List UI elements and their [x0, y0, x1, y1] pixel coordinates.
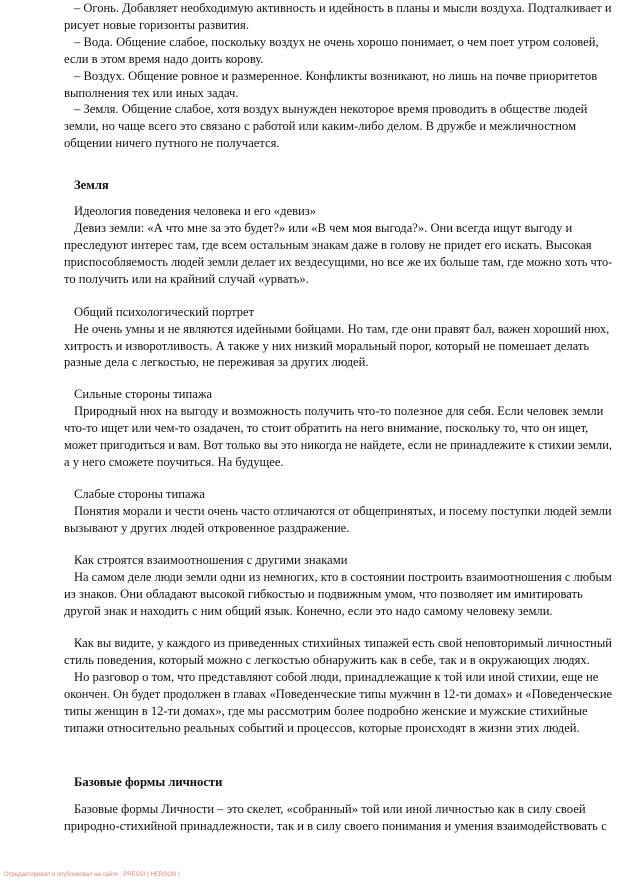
section-heading-base-forms: Базовые формы личности	[74, 775, 223, 789]
air-line-2: выполнения тех или иных задач.	[64, 86, 239, 100]
portrait-line-2: хитрость и изворотливость. А также у них низкий моральный порог, который не помешает делать	[64, 339, 590, 353]
base-forms-line-1: Базовые формы Личности – это скелет, «собранный» той или иной личностью как в силу своей	[74, 802, 586, 816]
strong-title: Сильные стороны типажа	[74, 387, 213, 401]
conclusion-p1-line-2: стиль поведения, который можно с легкостью обнаружить как в себе, так и в окружающих людях.	[64, 653, 590, 667]
portrait-line-1: Не очень умны и не являются идейными бойцами. Но там, где они правят бал, важен хороший нюх,	[74, 322, 610, 336]
fire-line-2: рисует новые горизонты развития.	[64, 18, 249, 32]
weak-title: Слабые стороны типажа	[74, 487, 205, 501]
water-line-2: если в этом время надо доить корову.	[64, 52, 264, 66]
portrait-line-3: разные дела с легкостью, не переживая за других людей.	[64, 355, 369, 369]
conclusion-p2-line-3: типы женщин в 12-ти домах», где мы рассмотрим более подробно женские и мужские стихийные	[64, 704, 588, 718]
base-forms-line-2: природно-стихийной принадлежности, так и в силу своего понимания и умения взаимодействовать с	[64, 819, 607, 833]
relations-line-2: из знаков. Они обладают высокой гибкостью и подвижным умом, что позволяет им имитировать	[64, 587, 583, 601]
conclusion-p2-line-4: типажи относительно реальных событий и процессов, которые происходят в жизни этих людей.	[64, 721, 580, 735]
weak-line-2: вызывают у других людей откровенное раздражение.	[64, 521, 350, 535]
ideology-line-1: Девиз земли: «А что мне за это будет?» или «В чем моя выгода?». Они всегда ищут выгоду и	[74, 221, 573, 235]
strong-line-3: может пригодиться и вам. Вот только вы это никогда не найдете, если не принадлежите к стихии земли,	[64, 438, 612, 452]
ideology-line-3: приспособляемость людей земли делает их вездесущими, но все же их больше там, где можно хоть что-	[64, 255, 613, 269]
air-line-1: – Воздух. Общение ровное и размеренное. Конфликты возникают, но лишь на почве приоритетов	[74, 69, 598, 83]
water-line-1: – Вода. Общение слабое, поскольку воздух не очень хорошо понимает, о чем поет утром соловей,	[74, 35, 599, 49]
section-heading-earth: Земля	[74, 178, 109, 192]
earth-line-3: общении ничего путного не получается.	[64, 136, 280, 150]
fire-line-1: – Огонь. Добавляет необходимую активность и идейность в планы и мысли воздуха. Подталкивает и	[74, 1, 612, 15]
conclusion-p2-line-1: Но разговор о том, что представляют собой люди, принадлежащие к той или иной стихии, еще не	[74, 670, 599, 684]
relations-line-1: На самом деле люди земли одни из немногих, кто в состоянии построить взаимоотношения с любым	[74, 570, 612, 584]
relations-title: Как строятся взаимоотношения с другими знаками	[74, 553, 348, 567]
weak-line-1: Понятия морали и чести очень часто отличаются от общепринятых, и посему поступки людей земли	[74, 504, 612, 518]
ideology-line-4: то получить или на крайний случай «урвать».	[64, 272, 309, 286]
ideology-line-2: преследуют интерес там, где всем остальным знакам даже в голову не придет его искать. Высокая	[64, 238, 592, 252]
strong-line-1: Природный нюх на выгоду и возможность получить что-то полезное для себя. Если человек земли	[74, 404, 604, 418]
conclusion-p1-line-1: Как вы видите, у каждого из приведенных стихийных типажей есть свой неповторимый личностный	[74, 636, 612, 650]
ideology-title: Идеология поведения человека и его «девиз»	[74, 204, 317, 218]
footer-watermark: Отредактировал и опубликовал на сайте : PRESSI ( HERSON )	[4, 872, 180, 878]
portrait-title: Общий психологический портрет	[74, 305, 255, 319]
conclusion-p2-line-2: окончен. Он будет продолжен в главах «Поведенческие типы мужчин в 12-ти домах» и «Поведенческие	[64, 687, 612, 701]
relations-line-3: другой знак и находить с ним общий язык. Конечно, если это надо самому человеку земли.	[64, 604, 553, 618]
strong-line-2: что-то ищет или чем-то озадачен, то стоит обратить на него внимание, поскольку то, что он ищет,	[64, 421, 589, 435]
earth-line-1: – Земля. Общение слабое, хотя воздух вынужден некоторое время проводить в обществе людей	[74, 102, 588, 116]
earth-line-2: земли, но чаще всего это связано с работой или каким-либо делом. В дружбе и межличностном	[64, 119, 577, 133]
strong-line-4: а у него сможете поучиться. На будущее.	[64, 455, 284, 469]
